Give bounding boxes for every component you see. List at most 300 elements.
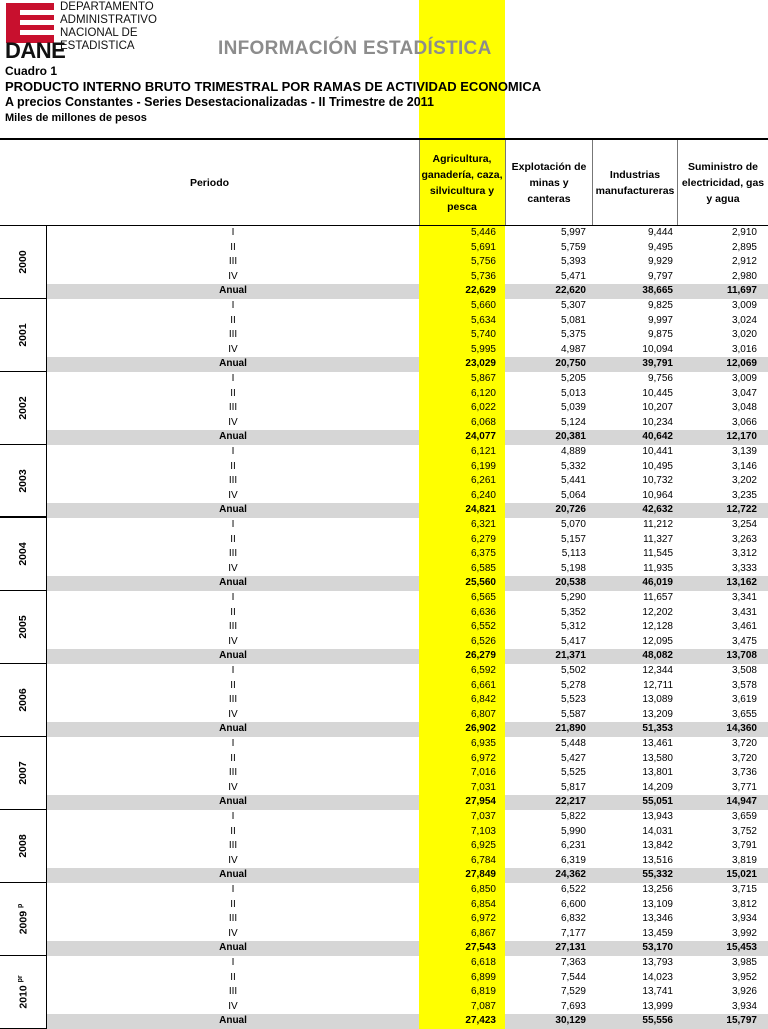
period-cell: I <box>231 373 235 384</box>
period-cell: II <box>230 387 236 399</box>
industrias-cell: 55,051 <box>642 796 673 807</box>
quarter-row <box>47 693 768 708</box>
suministro-cell: 3,333 <box>731 562 757 574</box>
year-block <box>0 518 768 591</box>
quarter-row <box>47 328 768 343</box>
period-cell: II <box>230 241 236 253</box>
explotacion-cell: 5,039 <box>560 402 586 413</box>
agricultura-cell: 26,902 <box>465 723 496 734</box>
period-cell: IV <box>228 416 238 428</box>
suministro-cell: 3,934 <box>731 913 757 924</box>
annual-row <box>47 1014 768 1029</box>
agricultura-cell: 6,925 <box>470 840 496 851</box>
agricultura-cell: 6,784 <box>470 854 496 866</box>
year-label <box>0 445 46 516</box>
year-label <box>0 591 46 663</box>
year-block <box>0 299 768 372</box>
period-cell: Anual <box>219 358 247 369</box>
agricultura-cell: 6,636 <box>470 606 496 618</box>
year-label <box>0 226 46 298</box>
agricultura-cell: 6,854 <box>470 898 496 910</box>
period-cell: I <box>231 738 235 749</box>
quarter-row <box>47 460 768 475</box>
table-header <box>0 138 768 226</box>
year-block <box>0 956 768 1029</box>
industrias-cell: 14,023 <box>642 971 673 983</box>
agricultura-cell: 6,565 <box>470 592 496 603</box>
header-periodo: Periodo <box>189 176 230 189</box>
year-text: 2002 <box>17 396 29 420</box>
quarter-row <box>47 445 768 460</box>
period-cell: IV <box>228 635 238 647</box>
agricultura-cell: 26,279 <box>465 650 496 661</box>
department-line: ADMINISTRATIVO <box>60 14 157 26</box>
year-text <box>17 904 30 935</box>
quarter-row <box>47 270 768 285</box>
explotacion-cell: 5,448 <box>560 738 586 749</box>
year-block <box>0 372 768 445</box>
period-cell: IV <box>228 781 238 793</box>
page-header <box>0 0 768 62</box>
period-cell: I <box>231 811 235 822</box>
explotacion-cell: 7,544 <box>560 971 586 983</box>
annual-row <box>47 649 768 664</box>
industrias-cell: 11,657 <box>643 592 673 603</box>
suministro-cell: 3,020 <box>731 329 757 340</box>
quarter-row <box>47 562 768 577</box>
year-number: 2009 <box>17 910 30 935</box>
agricultura-cell: 6,022 <box>470 402 496 413</box>
explotacion-cell: 4,889 <box>560 446 586 457</box>
industrias-cell: 13,999 <box>642 1000 673 1012</box>
department-line: NACIONAL DE <box>60 27 138 39</box>
explotacion-cell: 20,726 <box>555 504 586 515</box>
suministro-cell: 3,926 <box>731 986 757 997</box>
period-cell: III <box>228 621 238 632</box>
header-suministro: Suministro de electricidad, gas y agua <box>681 160 765 205</box>
agricultura-cell: 5,691 <box>470 241 496 253</box>
header-agricultura: Agricultura, ganadería, caza, silvicultura y pesca <box>421 152 503 213</box>
suministro-cell: 3,066 <box>731 416 757 428</box>
explotacion-cell: 5,997 <box>560 227 586 238</box>
agricultura-cell: 6,850 <box>470 884 496 895</box>
year-label <box>0 299 46 371</box>
industrias-cell: 55,556 <box>642 1015 673 1026</box>
quarter-row <box>47 518 768 533</box>
agricultura-cell: 6,972 <box>470 752 496 764</box>
suministro-cell: 2,895 <box>731 241 757 253</box>
suministro-cell: 3,508 <box>731 665 757 676</box>
suministro-cell: 3,819 <box>731 854 757 866</box>
table-subtitle: A precios Constantes - Series Desestacionalizadas - II Trimestre de 2011 <box>5 95 434 109</box>
agricultura-cell: 6,261 <box>470 475 496 486</box>
explotacion-cell: 5,205 <box>560 373 586 384</box>
quarter-row <box>47 547 768 562</box>
explotacion-cell: 5,113 <box>561 548 586 559</box>
explotacion-cell: 5,375 <box>560 329 586 340</box>
quarter-row <box>47 1000 768 1015</box>
quarter-row <box>47 387 768 402</box>
suministro-cell: 3,312 <box>731 548 757 559</box>
period-cell: III <box>228 840 238 851</box>
industrias-cell: 10,094 <box>642 343 673 355</box>
industrias-cell: 10,445 <box>642 387 673 399</box>
period-cell: II <box>230 606 236 618</box>
explotacion-cell: 30,129 <box>555 1015 586 1026</box>
period-cell: IV <box>228 562 238 574</box>
explotacion-cell: 6,832 <box>560 913 586 924</box>
quarter-row <box>47 606 768 621</box>
year-suffix: p <box>16 903 24 908</box>
suministro-cell: 3,715 <box>731 884 757 895</box>
suministro-cell: 3,812 <box>731 898 757 910</box>
agricultura-cell: 7,016 <box>470 767 496 778</box>
suministro-cell: 3,341 <box>731 592 757 603</box>
period-cell: II <box>230 752 236 764</box>
info-title: INFORMACIÓN ESTADÍSTICA <box>218 38 492 59</box>
explotacion-cell: 5,990 <box>560 825 586 837</box>
explotacion-cell: 5,471 <box>560 270 586 282</box>
header-divider <box>505 140 506 225</box>
industrias-cell: 12,128 <box>642 621 673 632</box>
period-cell: Anual <box>219 942 247 953</box>
agricultura-cell: 24,821 <box>465 504 496 515</box>
industrias-cell: 12,711 <box>643 679 673 691</box>
explotacion-cell: 6,231 <box>560 840 586 851</box>
suministro-cell: 3,146 <box>731 460 757 472</box>
suministro-cell: 13,162 <box>726 577 757 588</box>
period-cell: III <box>228 913 238 924</box>
explotacion-cell: 5,157 <box>560 533 586 545</box>
period-cell: I <box>231 665 235 676</box>
period-cell: III <box>228 256 238 267</box>
quarter-row <box>47 737 768 752</box>
period-cell: I <box>231 519 235 530</box>
agricultura-cell: 6,899 <box>470 971 496 983</box>
suministro-cell: 15,021 <box>726 869 757 880</box>
suministro-cell: 3,659 <box>731 811 757 822</box>
agricultura-cell: 25,560 <box>465 577 496 588</box>
suministro-cell: 3,992 <box>731 927 757 939</box>
industrias-cell: 10,964 <box>642 489 673 501</box>
agricultura-cell: 6,321 <box>470 519 496 530</box>
industrias-cell: 13,793 <box>642 957 673 968</box>
industrias-cell: 11,545 <box>643 548 673 559</box>
quarter-row <box>47 416 768 431</box>
table-number: Cuadro 1 <box>5 64 58 78</box>
year-number: 2010 <box>17 985 30 1009</box>
industrias-cell: 9,997 <box>647 314 673 326</box>
explotacion-cell: 5,064 <box>560 489 586 501</box>
annual-row <box>47 868 768 883</box>
suministro-cell: 12,170 <box>726 431 757 442</box>
suministro-cell: 3,461 <box>731 621 757 632</box>
suministro-cell: 3,139 <box>731 446 757 457</box>
quarter-row <box>47 664 768 679</box>
quarter-row <box>47 255 768 270</box>
suministro-cell: 3,736 <box>731 767 757 778</box>
agricultura-cell: 6,068 <box>470 416 496 428</box>
quarter-row <box>47 241 768 256</box>
annual-row <box>47 795 768 810</box>
year-label <box>0 518 46 590</box>
industrias-cell: 9,797 <box>647 270 673 282</box>
quarter-row <box>47 533 768 548</box>
agricultura-cell: 5,867 <box>470 373 496 384</box>
industrias-cell: 11,327 <box>643 533 673 545</box>
period-cell: Anual <box>219 431 247 442</box>
industrias-cell: 12,202 <box>642 606 673 618</box>
period-cell: II <box>230 898 236 910</box>
agricultura-cell: 6,661 <box>470 679 496 691</box>
year-text: 2000 <box>17 250 29 274</box>
period-cell: II <box>230 971 236 983</box>
suministro-cell: 3,048 <box>731 402 757 413</box>
period-cell: III <box>228 986 238 997</box>
agricultura-cell: 6,972 <box>470 913 496 924</box>
explotacion-cell: 5,417 <box>560 635 586 647</box>
quarter-row <box>47 985 768 1000</box>
period-cell: I <box>231 592 235 603</box>
year-text <box>17 975 30 1008</box>
period-cell: Anual <box>219 869 247 880</box>
explotacion-cell: 5,502 <box>560 665 586 676</box>
agricultura-cell: 6,199 <box>470 460 496 472</box>
explotacion-cell: 5,817 <box>560 781 586 793</box>
industrias-cell: 9,825 <box>647 300 673 311</box>
suministro-cell: 13,708 <box>726 650 757 661</box>
explotacion-cell: 7,363 <box>560 957 586 968</box>
suministro-cell: 3,202 <box>731 475 757 486</box>
quarter-row <box>47 883 768 898</box>
table-body <box>0 226 768 1029</box>
suministro-cell: 2,912 <box>731 256 757 267</box>
header-divider <box>677 140 678 225</box>
agricultura-cell: 6,618 <box>470 957 496 968</box>
year-block <box>0 591 768 664</box>
gdp-table <box>0 138 768 1029</box>
industrias-cell: 11,212 <box>643 519 673 530</box>
logo-text: DANE <box>5 38 66 63</box>
suministro-cell: 3,254 <box>731 519 757 530</box>
table-units: Miles de millones de pesos <box>5 112 147 124</box>
year-label <box>0 372 46 444</box>
agricultura-cell: 23,029 <box>465 358 496 369</box>
year-label <box>0 883 46 955</box>
quarter-row <box>47 489 768 504</box>
year-suffix: pr <box>16 975 24 983</box>
year-label <box>0 956 46 1028</box>
period-cell: II <box>230 679 236 691</box>
period-cell: II <box>230 533 236 545</box>
explotacion-cell: 5,198 <box>560 562 586 574</box>
explotacion-cell: 22,217 <box>555 796 586 807</box>
quarter-row <box>47 474 768 489</box>
explotacion-cell: 5,290 <box>560 592 586 603</box>
annual-row <box>47 722 768 737</box>
suministro-cell: 3,934 <box>731 1000 757 1012</box>
quarter-row <box>47 766 768 781</box>
industrias-cell: 10,441 <box>642 446 673 457</box>
quarter-row <box>47 299 768 314</box>
explotacion-cell: 6,522 <box>560 884 586 895</box>
document-titles <box>5 64 541 126</box>
agricultura-cell: 6,819 <box>470 986 496 997</box>
suministro-cell: 3,431 <box>731 606 757 618</box>
industrias-cell: 12,095 <box>642 635 673 647</box>
suministro-cell: 3,720 <box>731 738 757 749</box>
period-cell: III <box>228 694 238 705</box>
year-label <box>0 737 46 809</box>
agricultura-cell: 6,585 <box>470 562 496 574</box>
agricultura-cell: 6,526 <box>470 635 496 647</box>
industrias-cell: 14,031 <box>642 825 673 837</box>
suministro-cell: 3,009 <box>731 300 757 311</box>
quarter-row <box>47 898 768 913</box>
explotacion-cell: 7,529 <box>560 986 586 997</box>
header-divider <box>419 140 420 225</box>
explotacion-cell: 27,131 <box>555 942 586 953</box>
quarter-row <box>47 679 768 694</box>
year-label <box>0 664 46 736</box>
annual-row <box>47 430 768 445</box>
period-cell: I <box>231 300 235 311</box>
industrias-cell: 46,019 <box>642 577 673 588</box>
suministro-cell: 3,263 <box>731 533 757 545</box>
period-cell: I <box>231 227 235 238</box>
industrias-cell: 9,495 <box>647 241 673 253</box>
quarter-row <box>47 912 768 927</box>
suministro-cell: 3,771 <box>731 781 757 793</box>
agricultura-cell: 6,592 <box>470 665 496 676</box>
year-text: 2008 <box>17 834 29 858</box>
agricultura-cell: 5,660 <box>470 300 496 311</box>
explotacion-cell: 5,759 <box>560 241 586 253</box>
explotacion-cell: 20,750 <box>555 358 586 369</box>
quarter-row <box>47 314 768 329</box>
agricultura-cell: 27,543 <box>465 942 496 953</box>
period-cell: I <box>231 957 235 968</box>
period-cell: IV <box>228 489 238 501</box>
explotacion-cell: 6,600 <box>560 898 586 910</box>
period-cell: II <box>230 825 236 837</box>
annual-row <box>47 357 768 372</box>
suministro-cell: 3,619 <box>731 694 757 705</box>
year-text: 2007 <box>17 761 29 785</box>
agricultura-cell: 5,446 <box>470 227 496 238</box>
period-cell: I <box>231 884 235 895</box>
agricultura-cell: 6,120 <box>470 387 496 399</box>
industrias-cell: 9,444 <box>647 227 673 238</box>
period-cell: III <box>228 402 238 413</box>
industrias-cell: 13,109 <box>642 898 673 910</box>
quarter-row <box>47 372 768 387</box>
industrias-cell: 39,791 <box>642 358 673 369</box>
industrias-cell: 10,495 <box>642 460 673 472</box>
industrias-cell: 13,741 <box>642 986 673 997</box>
industrias-cell: 14,209 <box>642 781 673 793</box>
explotacion-cell: 5,312 <box>560 621 586 632</box>
industrias-cell: 13,842 <box>642 840 673 851</box>
suministro-cell: 11,697 <box>726 285 757 296</box>
suministro-cell: 3,024 <box>731 314 757 326</box>
industrias-cell: 13,461 <box>642 738 673 749</box>
explotacion-cell: 24,362 <box>555 869 586 880</box>
industrias-cell: 13,801 <box>642 767 673 778</box>
annual-row <box>47 576 768 591</box>
quarter-row <box>47 839 768 854</box>
explotacion-cell: 5,587 <box>560 708 586 720</box>
industrias-cell: 9,929 <box>647 256 673 267</box>
agricultura-cell: 24,077 <box>465 431 496 442</box>
period-cell: IV <box>228 1000 238 1012</box>
explotacion-cell: 5,352 <box>560 606 586 618</box>
agricultura-cell: 6,552 <box>470 621 496 632</box>
header-explotacion: Explotación de minas y canteras <box>511 160 587 205</box>
industrias-cell: 40,642 <box>642 431 673 442</box>
explotacion-cell: 5,013 <box>560 387 586 399</box>
industrias-cell: 42,632 <box>642 504 673 515</box>
industrias-cell: 10,732 <box>642 475 673 486</box>
year-label <box>0 810 46 882</box>
explotacion-cell: 5,081 <box>560 314 586 326</box>
suministro-cell: 14,360 <box>726 723 757 734</box>
agricultura-cell: 27,423 <box>465 1015 496 1026</box>
industrias-cell: 12,344 <box>642 665 673 676</box>
industrias-cell: 51,353 <box>642 723 673 734</box>
explotacion-cell: 5,525 <box>560 767 586 778</box>
explotacion-cell: 5,278 <box>560 679 586 691</box>
period-cell: III <box>228 767 238 778</box>
period-cell: Anual <box>219 285 247 296</box>
period-cell: IV <box>228 927 238 939</box>
agricultura-cell: 6,279 <box>470 533 496 545</box>
quarter-row <box>47 971 768 986</box>
quarter-row <box>47 781 768 796</box>
industrias-cell: 13,089 <box>642 694 673 705</box>
suministro-cell: 3,475 <box>731 635 757 647</box>
quarter-row <box>47 927 768 942</box>
agricultura-cell: 7,087 <box>470 1000 496 1012</box>
industrias-cell: 13,516 <box>642 854 673 866</box>
industrias-cell: 9,875 <box>647 329 673 340</box>
quarter-row <box>47 752 768 767</box>
explotacion-cell: 20,381 <box>555 431 586 442</box>
suministro-cell: 3,235 <box>731 489 757 501</box>
agricultura-cell: 22,629 <box>465 285 496 296</box>
agricultura-cell: 6,842 <box>470 694 496 705</box>
annual-row <box>47 284 768 299</box>
industrias-cell: 9,756 <box>647 373 673 384</box>
industrias-cell: 10,207 <box>642 402 673 413</box>
agricultura-cell: 7,031 <box>470 781 496 793</box>
industrias-cell: 53,170 <box>642 942 673 953</box>
suministro-cell: 2,980 <box>731 270 757 282</box>
period-cell: Anual <box>219 723 247 734</box>
period-cell: IV <box>228 270 238 282</box>
explotacion-cell: 20,538 <box>555 577 586 588</box>
suministro-cell: 3,720 <box>731 752 757 764</box>
period-cell: Anual <box>219 1015 247 1026</box>
period-cell: III <box>228 475 238 486</box>
agricultura-cell: 5,995 <box>470 343 496 355</box>
explotacion-cell: 7,177 <box>560 927 586 939</box>
explotacion-cell: 5,427 <box>560 752 586 764</box>
header-divider <box>592 140 593 225</box>
quarter-row <box>47 401 768 416</box>
industrias-cell: 13,580 <box>642 752 673 764</box>
explotacion-cell: 5,523 <box>560 694 586 705</box>
